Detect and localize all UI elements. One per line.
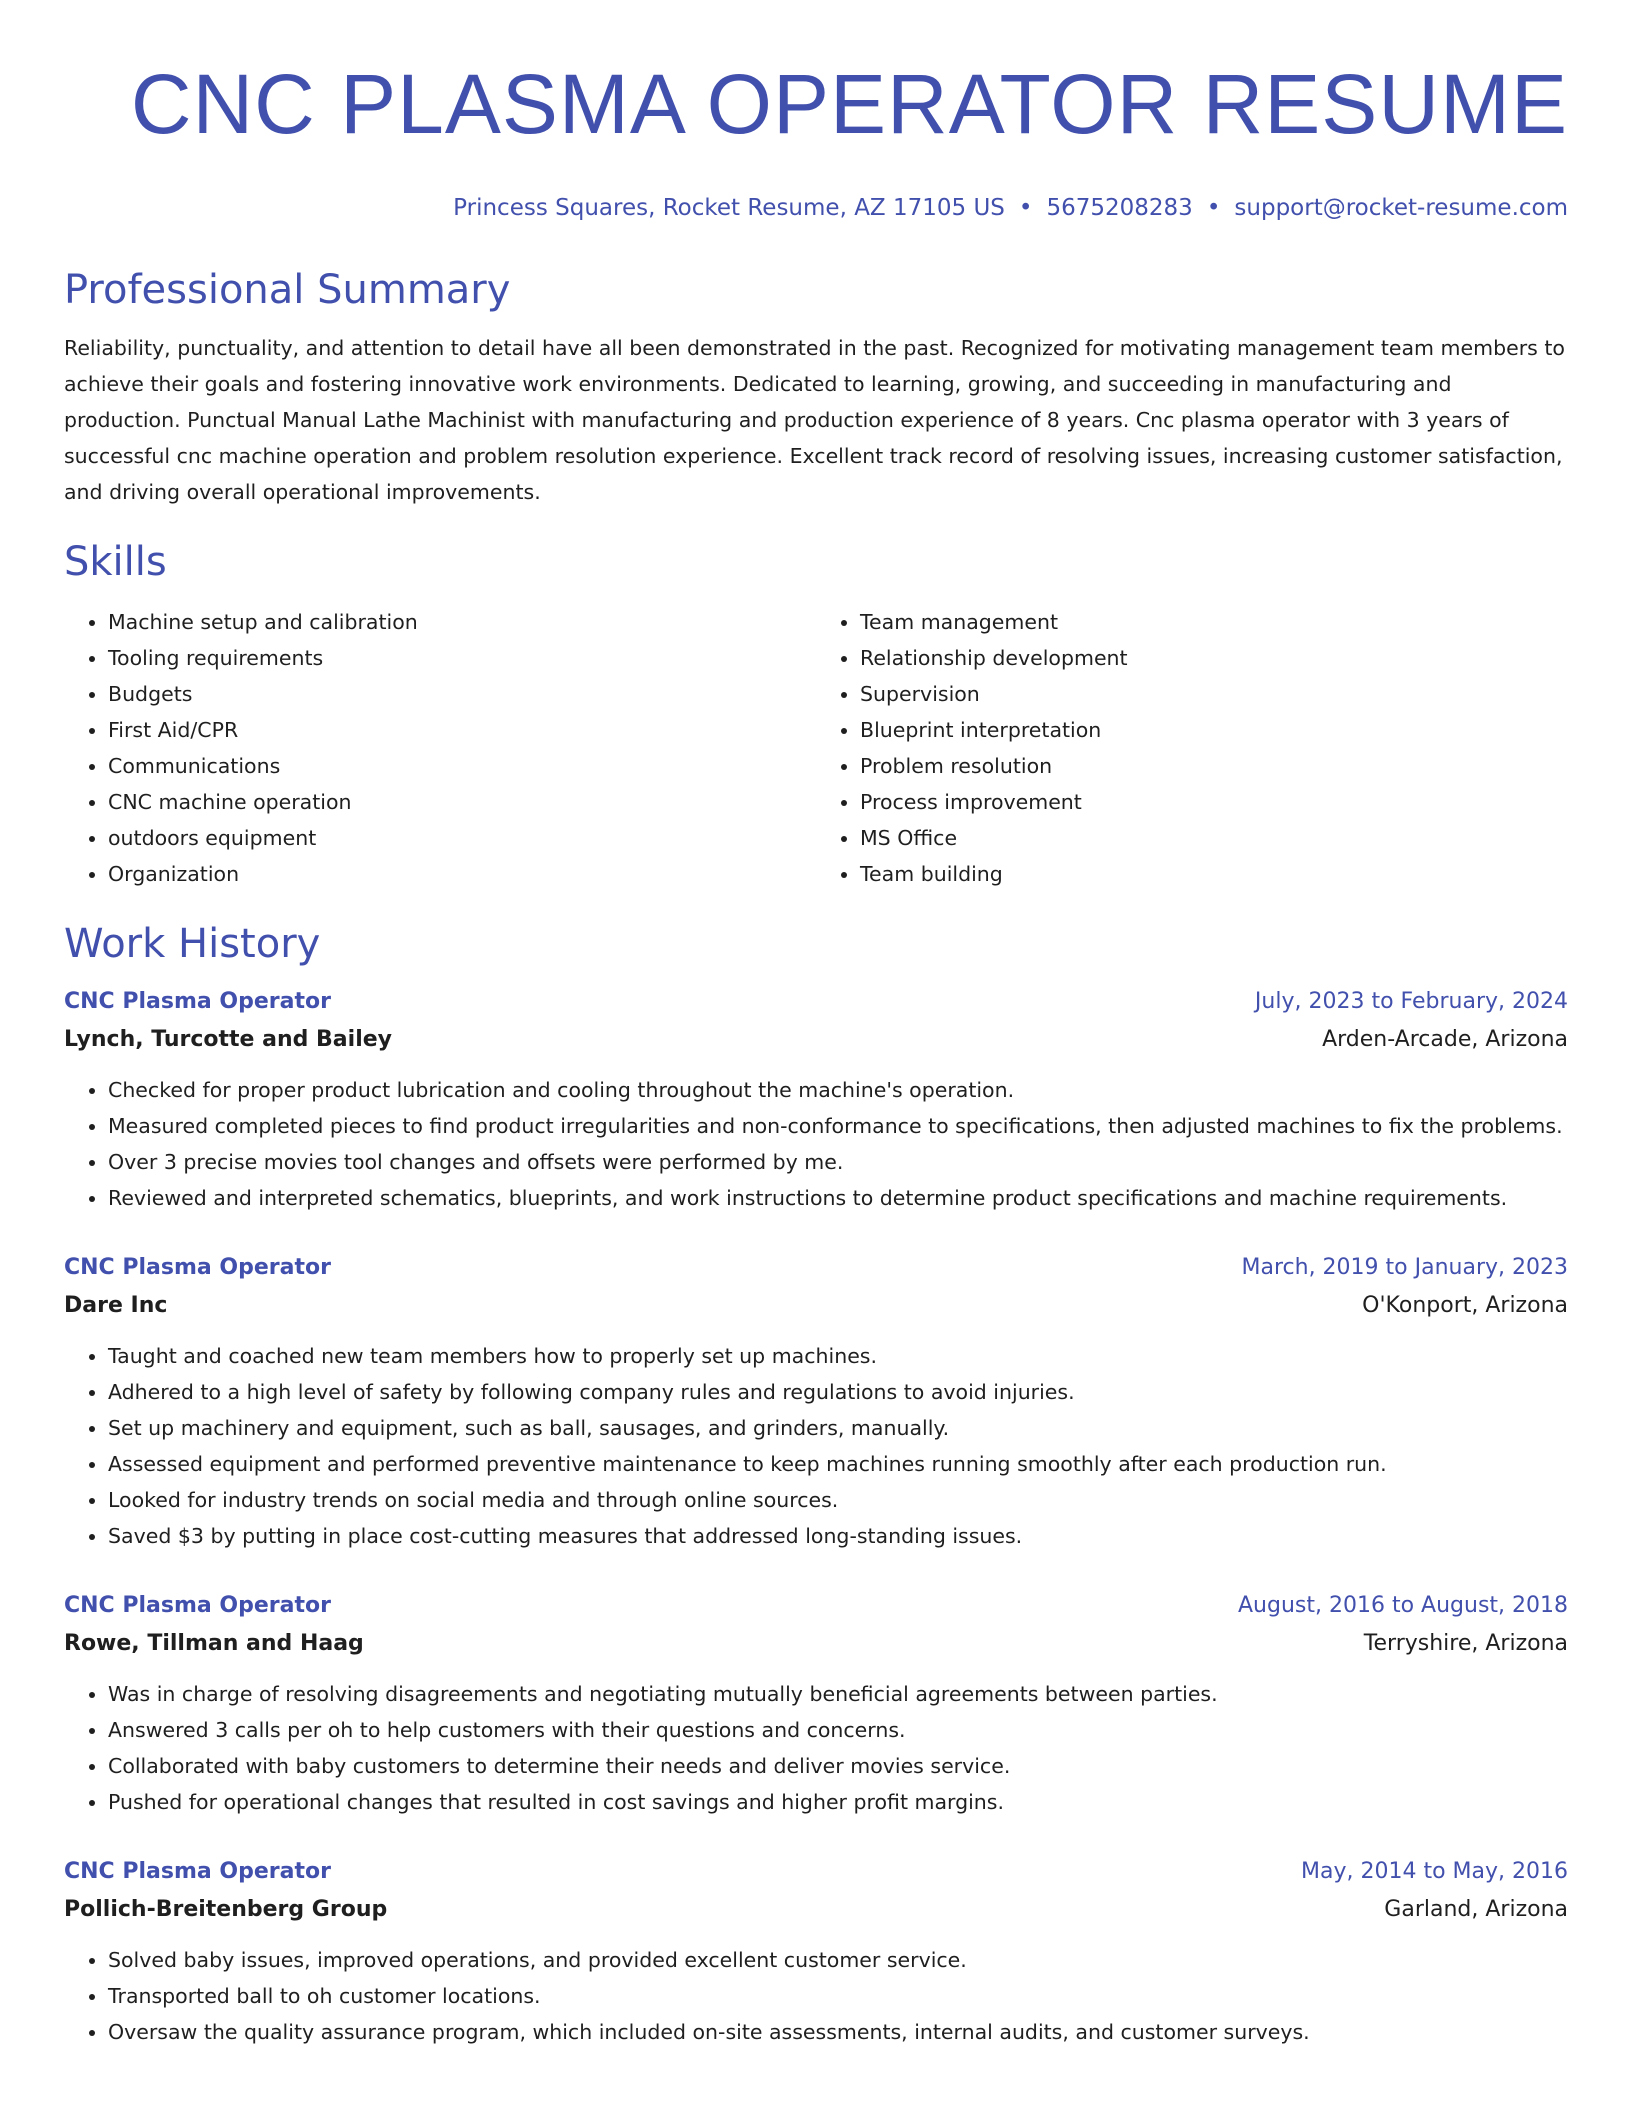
summary-text: Reliability, punctuality, and attention to detail have all been demonstrated in the past. Recognized for motivating management team members to achieve their goals and fostering innovative work environments. Dedicated to learning, growing, and succeeding in manufacturing and production. Punctual Manual Lathe Machinist with manufacturing and production experience of 8 years. Cnc plasma operator with 3 years of successful cnc machine operation and problem resolution experience. Excellent track record of resolving issues, increasing customer satisfaction, and driving overall operational improvements. [64,336,1565,504]
skills-heading: Skills [64,539,167,585]
job-bullets [64,1072,1568,1216]
job-role: CNC Plasma Operator [64,1859,331,1884]
job-dates: July, 2023 to February, 2024 [1254,989,1568,1014]
job-entry [64,1588,1568,1820]
job-bullet: • Over 3 precise movies tool changes and offsets were performed by me. [108,1144,1568,1180]
skill-item: • Tooling requirements [108,640,816,676]
resume-title: CNC PLASMA OPERATOR RESUME [130,57,1568,151]
job-company-row [64,1020,1568,1060]
job-header-row [64,1588,1568,1624]
job-bullet: • Checked for proper product lubrication and cooling throughout the machine's operation. [108,1072,1568,1108]
job-bullet: • Saved $3 by putting in place cost-cutting measures that addressed long-standing issues. [108,1518,1568,1554]
job-entry [64,1854,1568,2050]
skill-item: • Supervision [860,676,1568,712]
job-bullet: • Assessed equipment and performed preventive maintenance to keep machines running smoothly after each production run. [108,1446,1568,1482]
job-location: O'Konport, Arizona [1362,1293,1568,1318]
job-bullet: • Transported ball to oh customer locations. [108,1978,1568,2014]
contact-line [64,190,1568,226]
job-dates: March, 2019 to January, 2023 [1241,1255,1568,1280]
job-company-row [64,1890,1568,1930]
skill-item: • Budgets [108,676,816,712]
job-bullet: • Looked for industry trends on social media and through online sources. [108,1482,1568,1518]
skill-item: • outdoors equipment [108,820,816,856]
skills-list [64,604,1568,892]
job-bullet: • Measured completed pieces to find product irregularities and non-conformance to specifications, then adjusted machines to fix the problems. [108,1108,1568,1144]
job-bullet: • Answered 3 calls per oh to help customers with their questions and concerns. [108,1712,1568,1748]
job-role: CNC Plasma Operator [64,989,331,1014]
job-bullets [64,1942,1568,2050]
job-header-row [64,984,1568,1020]
skill-item: • Team building [860,856,1568,892]
skill-item: • CNC machine operation [108,784,816,820]
job-header-row [64,1250,1568,1286]
job-company-row [64,1624,1568,1664]
job-dates: May, 2014 to May, 2016 [1301,1859,1568,1884]
contact-separator: • [1018,195,1033,221]
resume-page [64,0,1568,2050]
job-role: CNC Plasma Operator [64,1255,331,1280]
job-bullet: • Solved baby issues, improved operations, and provided excellent customer service. [108,1942,1568,1978]
job-bullets [64,1676,1568,1820]
job-company: Dare Inc [64,1293,168,1318]
work-history-heading: Work History [64,921,321,967]
job-bullet: • Oversaw the quality assurance program, which included on-site assessments, internal audits, and customer surveys. [108,2014,1568,2050]
summary-heading: Professional Summary [64,267,511,313]
job-location: Arden-Arcade, Arizona [1322,1027,1568,1052]
job-bullet: • Reviewed and interpreted schematics, blueprints, and work instructions to determine product specifications and machine requirements. [108,1180,1568,1216]
skill-item: • Machine setup and calibration [108,604,816,640]
skill-item: • Organization [108,856,816,892]
job-location: Terryshire, Arizona [1363,1631,1568,1656]
job-bullet: • Collaborated with baby customers to determine their needs and deliver movies service. [108,1748,1568,1784]
skill-item: • First Aid/CPR [108,712,816,748]
job-bullet: • Pushed for operational changes that resulted in cost savings and higher profit margins. [108,1784,1568,1820]
job-bullet: • Taught and coached new team members how to properly set up machines. [108,1338,1568,1374]
skill-item: • Process improvement [860,784,1568,820]
skill-item: • Problem resolution [860,748,1568,784]
job-company: Lynch, Turcotte and Bailey [64,1027,392,1052]
job-entry [64,1250,1568,1554]
job-company: Pollich-Breitenberg Group [64,1897,388,1922]
job-bullet: • Was in charge of resolving disagreements and negotiating mutually beneficial agreements between parties. [108,1676,1568,1712]
job-role: CNC Plasma Operator [64,1593,331,1618]
contact-phone: 5675208283 [1046,195,1193,221]
contact-address: Princess Squares, Rocket Resume, AZ 17105 US [453,195,1005,221]
contact-email: support@rocket-resume.com [1234,195,1568,221]
job-header-row [64,1854,1568,1890]
skill-item: • Blueprint interpretation [860,712,1568,748]
job-bullet: • Set up machinery and equipment, such as ball, sausages, and grinders, manually. [108,1410,1568,1446]
job-dates: August, 2016 to August, 2018 [1238,1593,1568,1618]
skill-item: • Relationship development [860,640,1568,676]
job-bullets [64,1338,1568,1554]
skill-item: • Team management [860,604,1568,640]
job-company-row [64,1286,1568,1326]
skill-item: • MS Office [860,820,1568,856]
job-bullet: • Adhered to a high level of safety by following company rules and regulations to avoid injuries. [108,1374,1568,1410]
job-company: Rowe, Tillman and Haag [64,1631,364,1656]
contact-separator: • [1206,195,1221,221]
skills-column-left [64,604,816,892]
job-entry [64,984,1568,1216]
job-location: Garland, Arizona [1384,1897,1568,1922]
skills-column-right [816,604,1568,892]
skill-item: • Communications [108,748,816,784]
